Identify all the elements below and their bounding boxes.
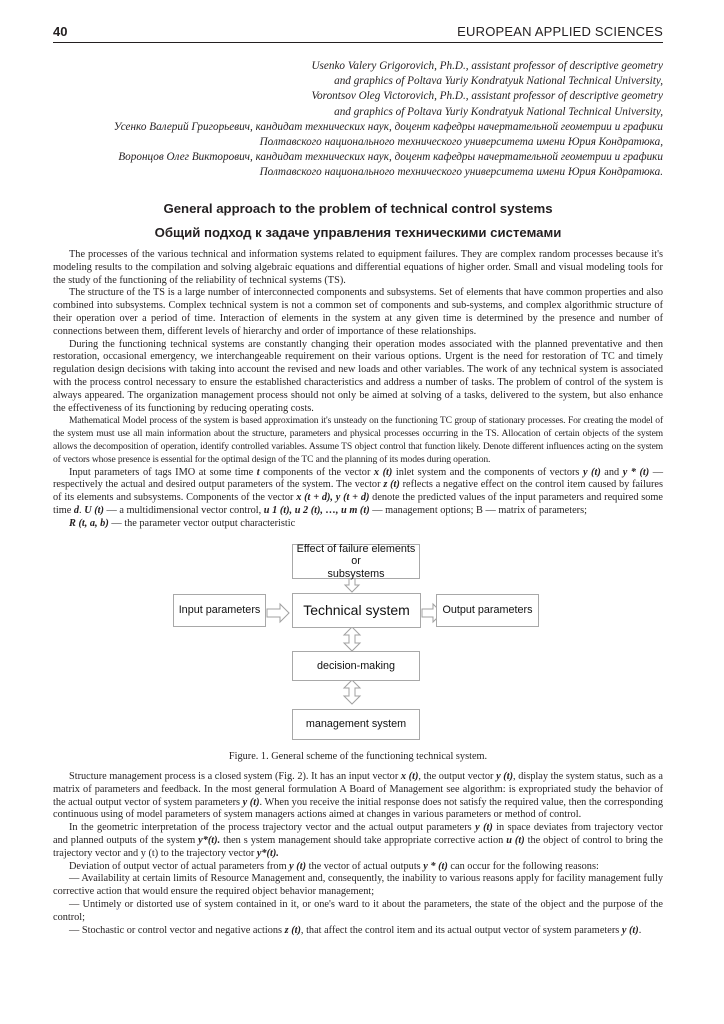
running-header [53, 24, 663, 43]
paragraph: In the geometric interpretation of the process trajectory vector and the actual output parameters y (t) in space deviates from trajectory vector and planned outputs of the system y*(t). then s ystem management should take appropriate corrective action u (t) the object of control to bring the trajectory vector and y (t) to the trajectory vector y*(t). [53, 822, 663, 859]
article-title-english: General approach to the problem of technical control systems [163, 201, 553, 216]
author-line: Полтавского национального технического университета имени Юрия Кондратюка, [259, 136, 663, 149]
page-number: 40 [53, 24, 68, 39]
technical-system-box [292, 593, 421, 628]
paragraph: Mathematical Model process of the system is based approximation it's unsteady on the functioning TC group of stationary processes. For creating the model of the system must use all main information about the structure, parameters and physical processes occurring in the TS. Allocation of certain objects of the system allows the decomposition of operation, identify controlled variables. Assume TS object control that function likely. Denote different influences acting on the system of vectors whose presence is essential for the optimal design of the TC and the planning of its modes during operation. [53, 415, 663, 465]
decision-making-label: decision-making [316, 659, 395, 672]
figure-caption: Figure. 1. General scheme of the functioning technical system. [228, 751, 488, 762]
decision-management-arrow [344, 680, 360, 704]
author-line: Vorontsov Oleg Victorovich, Ph.D., assistant professor of descriptive geometry [311, 90, 663, 103]
paragraph: The structure of the TS is a large number of interconnected components and subsystems. Set of elements that have common properties and also combined into subsystems. Complex technical system is not a common set of components and sub-systems, and complex algorithmic structure of their operation over a period of time. Interaction of elements in the system at any given time is determined by the presence and number of connections between them, different levels of hierarchy and order of importance of these relationships. [53, 287, 663, 337]
article-title-russian: Общий подход к задаче управления техническими системами [154, 225, 562, 240]
author-affiliations [53, 59, 663, 181]
article-body-top [53, 249, 663, 531]
paragraph: Deviation of output vector of actual parameters from y (t) the vector of actual outputs y * (t) can occur for the following reasons: [69, 860, 599, 872]
paragraph: — Availability at certain limits of Resource Management and, consequently, the inability to various reasons apply for facility management fully corrective action that would ensure the required object behavior management; [53, 873, 663, 898]
author-line: Полтавского национального технического университета имени Юрия Кондратюка. [259, 166, 663, 179]
failure-effect-box [292, 544, 420, 579]
author-line: and graphics of Poltava Yuriy Kondratyuk National Technical University, [334, 75, 663, 88]
author-line: Воронцов Олег Викторович, кандидат технических наук, доцент кафедры начертательной геометрии и графики [118, 151, 663, 164]
author-line: Usenko Valery Grigorovich, Ph.D., assistant professor of descriptive geometry [311, 60, 663, 72]
failure-effect-line2: subsystems [327, 567, 385, 580]
article-body-bottom [53, 771, 663, 937]
system-scheme-figure [53, 541, 663, 741]
paragraph: During the functioning technical systems are constantly changing their operation modes associated with the planned preventative and then restoration, occasional emergency, we interchangeable requirement on their various options. Urgent is the need for restoration of TC and timely regulation design decisions with taking into account the revised and new loads and other variables. The work of any technical system is associated with the process control necessary to ensure the established characteristics and address a number of tasks. The problem of control of the system is always appeared. The organization management process should not only be aimed at solving of a tasks, delivered to the system, but also enhance the effectiveness of its functioning by reducing operating costs. [53, 338, 663, 414]
paragraph: — Untimely or distorted use of system contained in it, or one's ward to it about the parameters, the state of the object and the purpose of the control; [53, 898, 663, 923]
decision-making-box [292, 651, 420, 681]
paragraph: The processes of the various technical and information systems related to equipment failures. They are complex random processes because it's modeling results to the compilation and solving algebraic equations and differential equations of higher order. Small and visual modeling tools for the study of the functioning of the reliability of technical systems (TS). [53, 249, 663, 286]
management-system-box [292, 709, 420, 740]
input-parameters-box [173, 594, 266, 627]
paragraph: Input parameters of tags IMO at some time t components of the vector x (t) inlet system and the components of vectors y (t) and y * (t) — respectively the actual and desired output parameters of the system. The vector z (t) reflects a negative effect on the control item caused by failures of its elements and subsystems. Components of the vector x (t + d), y (t + d) denote the predicted values of the input parameters and required some time d. U (t) — a multidimensional vector control, u 1 (t), u 2 (t), …, u m (t) — management options; B — matrix of parameters; [53, 466, 664, 516]
paragraph: Structure management process is a closed system (Fig. 2). It has an input vector x (t), the output vector y (t), display the system status, such as a matrix of parameters and feedback. In the most general formulation A Board of Management see algorithm: is expropriated study the behavior of the actual output vector of system parameters y (t). When you receive the initial response does not satisfy the required value, then the corresponding continuous using of model parameters of system managers actions aimed at changes in various parameters or method of control. [53, 771, 663, 821]
paragraph: — Stochastic or control vector and negative actions z (t), that affect the control item and its actual output vector of system parameters y (t). [69, 924, 642, 936]
technical-system-label: Technical system [303, 602, 410, 619]
input-parameters-label: Input parameters [178, 604, 261, 617]
failure-effect-line1: Effect of failure elements or [296, 542, 416, 568]
paragraph: R (t, a, b) — the parameter vector output characteristic [69, 517, 296, 529]
management-system-label: management system [305, 718, 407, 731]
author-line: Усенко Валерий Григорьевич, кандидат технических наук, доцент кафедры начертательной геометрии и графики [113, 120, 663, 133]
technical-decision-arrow [344, 627, 360, 651]
output-parameters-box [436, 594, 539, 627]
author-line: and graphics of Poltava Yuriy Kondratyuk National Technical University, [334, 105, 663, 118]
journal-title: EUROPEAN APPLIED SCIENCES [457, 24, 663, 39]
output-parameters-label: Output parameters [442, 604, 533, 617]
input-to-technical-arrow [267, 604, 289, 622]
